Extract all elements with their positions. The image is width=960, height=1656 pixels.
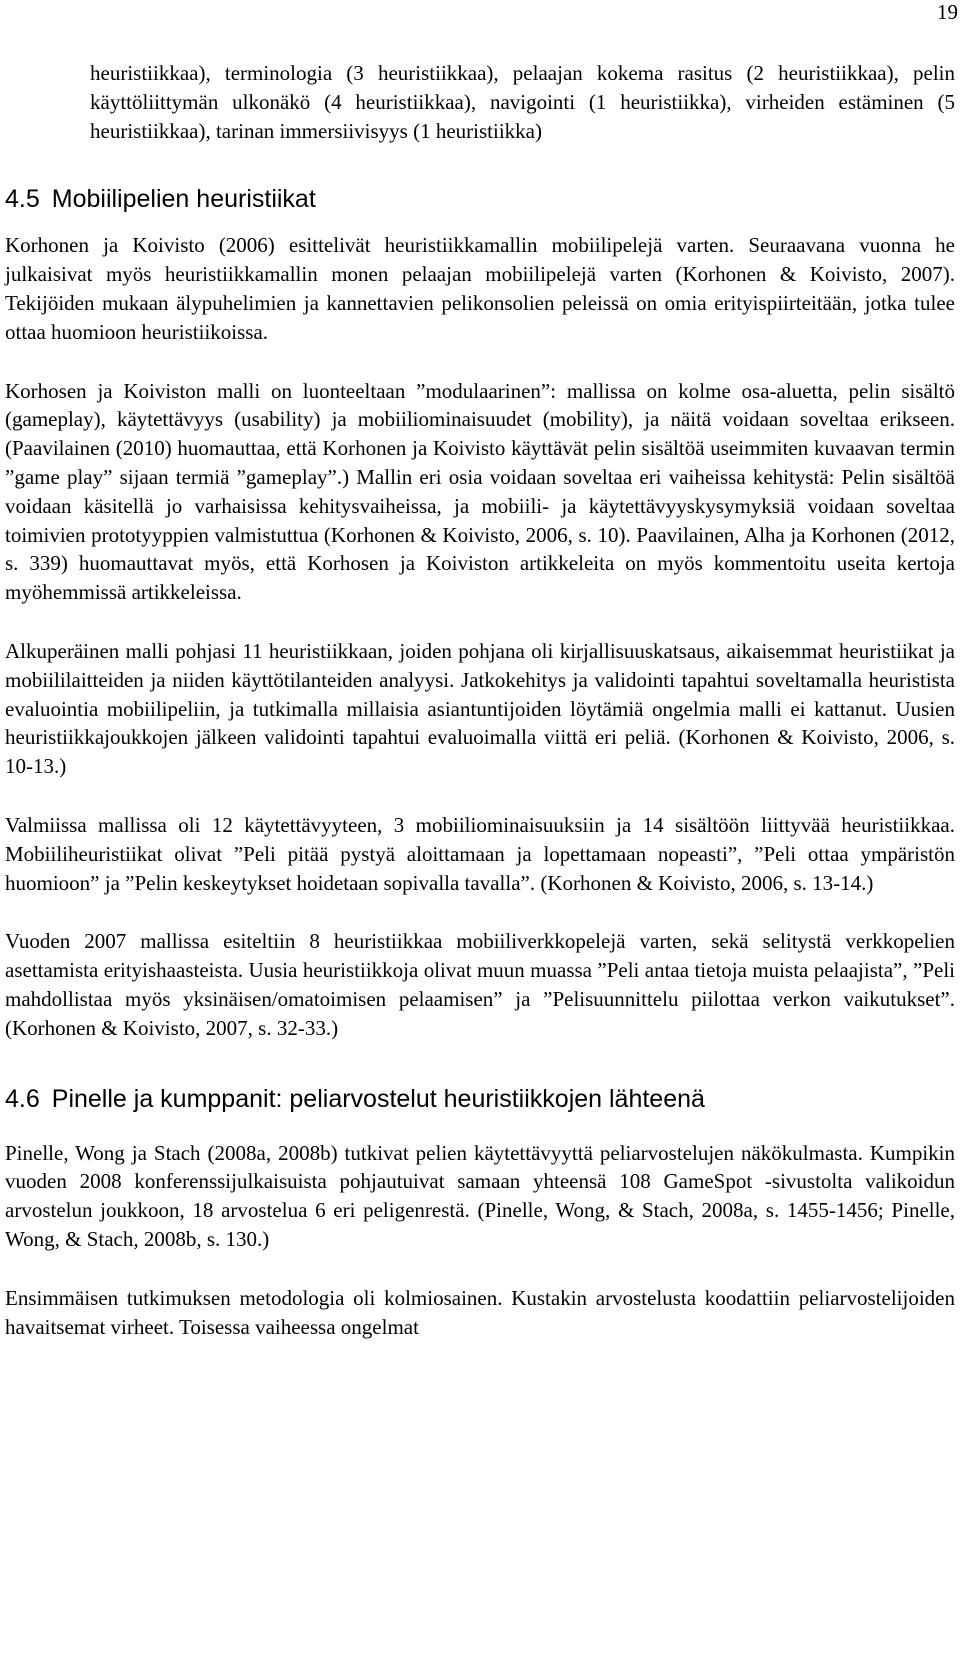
paragraph: Ensimmäisen tutkimuksen metodologia oli kolmiosainen. Kustakin arvostelusta koodattiin peliarvostelijoiden havaitsemat virheet. Toisessa vaiheessa ongelmat bbox=[5, 1285, 955, 1339]
paragraph: Vuoden 2007 mallissa esiteltiin 8 heuristiikkaa mobiiliverkkopelejä varten, sekä selitystä verkkopelien asettamista erityishaasteista. Uusia heuristiikkoja olivat muun muassa ”Peli antaa tietoja muista pelaajista”, ”Peli mahdollistaa myös yksinäisen/omatoimisen pelaamisen” ja ”Pelisuunnittelu piilottaa verkon vaikutukset”. (Korhonen & Koivisto, 2007, s. 32-33.) bbox=[5, 929, 955, 1040]
section-heading-4-6 bbox=[5, 1083, 955, 1115]
section-number: 4.5 bbox=[5, 185, 40, 214]
paragraph: Korhosen ja Koiviston malli on luonteeltaan ”modulaarinen”: mallissa on kolme osa-aluetta, pelin sisältö (gameplay), käytettävyys (usability) ja mobiiliominaisuudet (mobility), ja näitä voidaan soveltaa erikseen. (Paavilainen (2010) huomauttaa, että Korhonen ja Koivisto käyttävät pelin sisältöä useimmiten kuvaavan termin ”game play” sijaan termiä ”gameplay”.) Mallin eri osia voidaan soveltaa eri vaiheissa kehitystä: Pelin sisältöä voidaan käsitellä jo varhaisissa kehitysvaiheissa, ja mobiili- ja käytettävyyskysymyksiä voidaan soveltaa toimivien prototyyppien valmistuttua (Korhonen & Koivisto, 2006, s. 10). Paavilainen, Alha ja Korhonen (2012, s. 339) huomauttavat myös, että Korhosen ja Koiviston artikkeleita on myös kommentoitu useita kertoja myöhemmissä artikkeleissa. bbox=[5, 378, 955, 605]
document-body bbox=[5, 59, 955, 1341]
intro-paragraph: heuristiikkaa), terminologia (3 heuristiikkaa), pelaajan kokema rasitus (2 heuristiikkaa), pelin käyttöliittymän ulkonäkö (4 heuristiikkaa), navigointi (1 heuristiikka), virheiden estäminen (5 heuristiikkaa), tarinan immersiivisyys (1 heuristiikka) bbox=[90, 61, 955, 143]
page-number: 19 bbox=[937, 0, 958, 24]
section-heading-4-5 bbox=[5, 183, 955, 215]
section-title: Pinelle ja kumppanit: peliarvostelut heuristiikkojen lähteenä bbox=[51, 1084, 705, 1113]
paragraph: Korhonen ja Koivisto (2006) esittelivät heuristiikkamallin mobiilipelejä varten. Seuraavana vuonna he julkaisivat myös heuristiikkamallin monen pelaajan mobiilipelejä varten (Korhonen & Koivisto, 2007). Tekijöiden mukaan älypuhelimien ja kannettavien pelikonsolien peleissä on omia erityispiirteitään, jotka tulee ottaa huomioon heuristiikoissa. bbox=[5, 233, 955, 344]
paragraph: Valmiissa mallissa oli 12 käytettävyyteen, 3 mobiiliominaisuuksiin ja 14 sisältöön liittyvää heuristiikkaa. Mobiiliheuristiikat olivat ”Peli pitää pystyä aloittamaan ja lopettamaan nopeasti”, ”Peli ottaa ympäristön huomioon” ja ”Pelin keskeytykset hoidetaan sopivalla tavalla”. (Korhonen & Koivisto, 2006, s. 13-14.) bbox=[5, 812, 955, 895]
section-title: Mobiilipelien heuristiikat bbox=[51, 185, 316, 214]
section-number: 4.6 bbox=[5, 1084, 40, 1113]
paragraph: Pinelle, Wong ja Stach (2008a, 2008b) tutkivat pelien käytettävyyttä peliarvostelujen näkökulmasta. Kumpikin vuoden 2008 konferenssijulkaisuista pohjautuivat samaan yhteensä 108 GameSpot -sivustolta valikoidun arvostelun joukkoon, 18 arvostelua 6 eri peligenrestä. (Pinelle, Wong, & Stach, 2008a, s. 1455-1456; Pinelle, Wong, & Stach, 2008b, s. 130.) bbox=[5, 1140, 955, 1251]
paragraph: Alkuperäinen malli pohjasi 11 heuristiikkaan, joiden pohjana oli kirjallisuuskatsaus, aikaisemmat heuristiikat ja mobiililaitteiden ja niiden käyttötilanteiden analyysi. Jatkokehitys ja validointi tapahtui soveltamalla heuristista evaluointia mobiilipeliin, ja tutkimalla millaisia asiantuntijoiden löytämiä ongelmia malli ei kattanut. Uusien heuristiikkajoukkojen jälkeen validointi tapahtui evaluoimalla viittä eri peliä. (Korhonen & Koivisto, 2006, s. 10-13.) bbox=[5, 638, 955, 779]
